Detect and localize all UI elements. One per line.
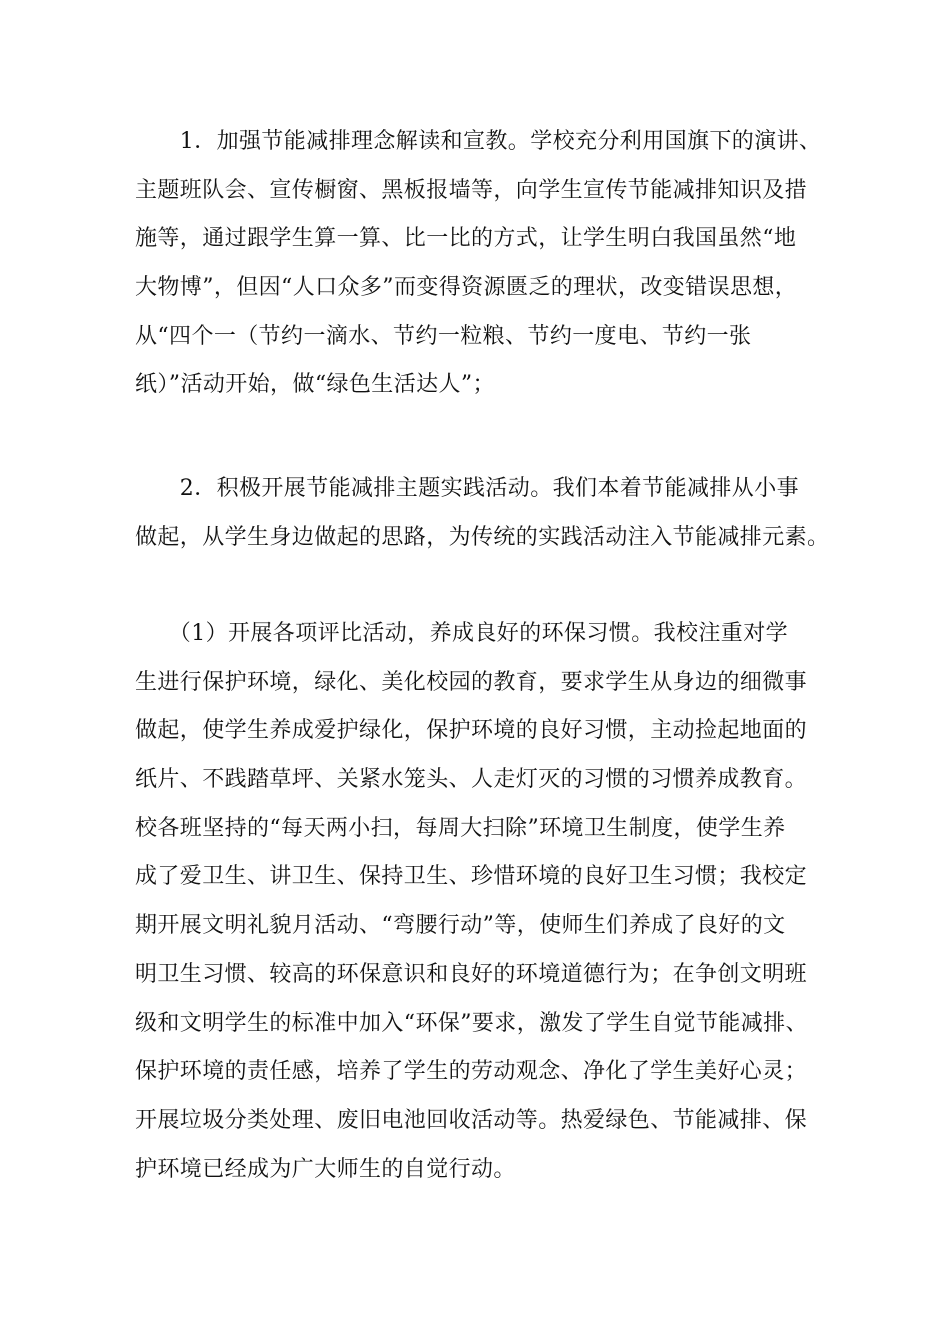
text-line: 明卫生习惯、较高的环保意识和良好的环境道德行为；在争创文明班 bbox=[135, 961, 808, 987]
text-line: 施等，通过跟学生算一算、比一比的方式，让学生明白我国虽然“地 bbox=[135, 226, 797, 252]
text-line: 保护环境的责任感，培养了学生的劳动观念、净化了学生美好心灵； bbox=[135, 1059, 808, 1085]
text-line: 生进行保护环境，绿化、美化校园的教育，要求学生从身边的细微事 bbox=[135, 669, 808, 695]
text-line: 成了爱卫生、讲卫生、保持卫生、珍惜环境的良好卫生习惯；我校定 bbox=[135, 864, 808, 890]
text-line: 从“四个一（节约一滴水、节约一粒粮、节约一度电、节约一张 bbox=[135, 323, 752, 349]
text-line: 校各班坚持的“每天两小扫，每周大扫除”环境卫生制度，使学生养 bbox=[135, 815, 786, 841]
text-line: 纸片、不践踏草坪、关紧水笼头、人走灯灭的习惯的习惯养成教育。 bbox=[135, 767, 808, 793]
text-line: 纸）”活动开始，做“绿色生活达人”； bbox=[135, 372, 495, 398]
text-line: 大物博”，但因“人口众多”而变得资源匮乏的理状，改变错误思想， bbox=[135, 275, 798, 301]
text-line: （1）开展各项评比活动，养成良好的环保习惯。我校注重对学 bbox=[135, 621, 788, 646]
paragraph-3 bbox=[135, 610, 825, 1194]
text-line: 做起，使学生养成爱护绿化，保护环境的良好习惯，主动捡起地面的 bbox=[135, 718, 808, 744]
text-line: 护环境已经成为广大师生的自觉行动。 bbox=[135, 1156, 516, 1182]
text-line: 做起，从学生身边做起的思路，为传统的实践活动注入节能减排元素。 bbox=[135, 524, 830, 550]
paragraph-1 bbox=[135, 118, 825, 410]
text-line: 2．积极开展节能减排主题实践活动。我们本着节能减排从小事 bbox=[135, 476, 799, 501]
text-line: 期开展文明礼貌月活动、“弯腰行动”等，使师生们养成了良好的文 bbox=[135, 913, 786, 939]
text-line: 主题班队会、宣传橱窗、黑板报墙等，向学生宣传节能减排知识及措 bbox=[135, 177, 808, 203]
text-line: 1．加强节能减排理念解读和宣教。学校充分利用国旗下的演讲、 bbox=[135, 129, 822, 154]
paragraph-2 bbox=[135, 465, 830, 562]
text-line: 开展垃圾分类处理、废旧电池回收活动等。热爱绿色、节能减排、保 bbox=[135, 1107, 808, 1133]
text-line: 级和文明学生的标准中加入“环保”要求，激发了学生自觉节能减排、 bbox=[135, 1010, 808, 1036]
